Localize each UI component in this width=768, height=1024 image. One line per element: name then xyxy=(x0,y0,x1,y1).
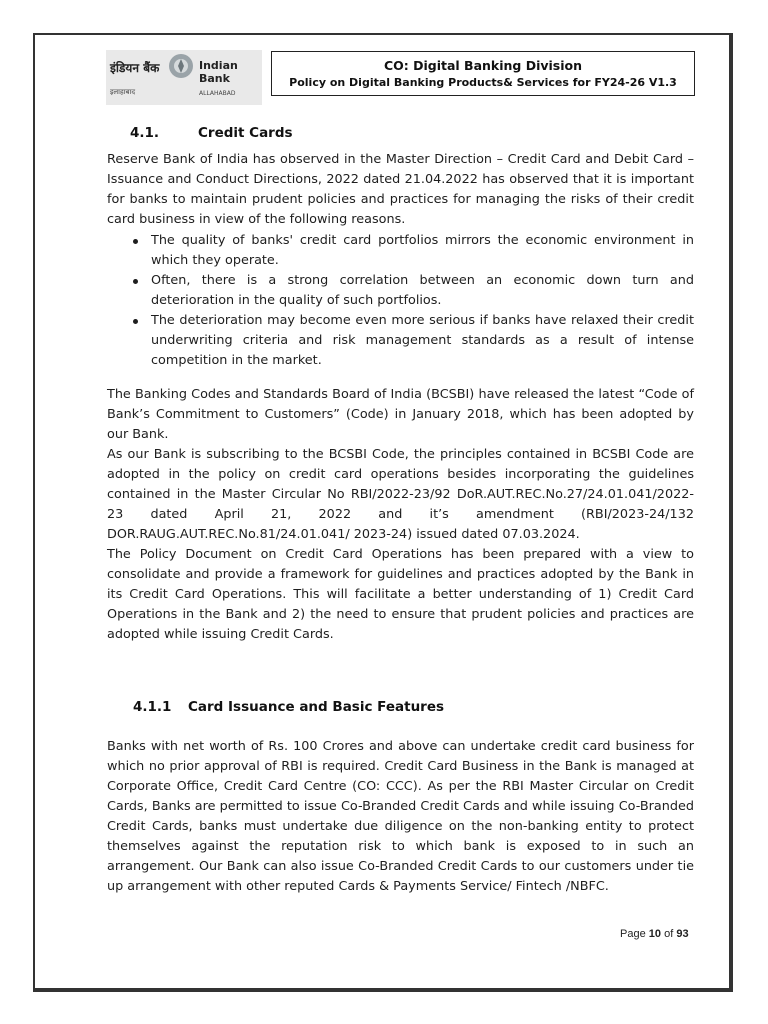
reasons-list xyxy=(131,231,694,371)
bcsbi-text: The Banking Codes and Standards Board of India (BCSBI) have released the latest “Code of Bank’s Commitment to Customers” (Code) in January 2018, which has been adopted by our Bank. xyxy=(107,387,694,442)
header-policy: Policy on Digital Banking Products& Services for FY24-26 V1.3 xyxy=(289,76,677,89)
card-issuance-paragraph xyxy=(107,737,694,897)
indian-bank-emblem-icon xyxy=(168,53,194,79)
intro-text: Reserve Bank of India has observed in the Master Direction – Credit Card and Debit Card – Issuance and Conduct Directions, 2022 dated 21.04.2022 has observed that it is important for banks to maintain prudent policies and practices for managing the risks of their credit card business in view of the following reasons. xyxy=(107,152,694,227)
document-header xyxy=(271,51,695,96)
total-pages: 93 xyxy=(676,928,689,940)
subsection-number: 4.1.1 xyxy=(133,699,172,715)
section-heading-4-1-1 xyxy=(133,699,444,715)
logo-english-name: Indian Bank xyxy=(199,59,238,85)
page-number-footer xyxy=(620,928,689,940)
logo-english-sub: ALLAHABAD xyxy=(199,90,236,97)
card-issuance-text: Banks with net worth of Rs. 100 Crores and above can undertake credit card business for which no prior approval of RBI is required. Credit Card Business in the Bank is managed at Corporate Office, Credit Card Centre (CO: CCC). As per the RBI Master Circular on Credit Cards, Banks are permitted to issue Co-Branded Credit Cards and while issuing Co-Branded Credit Cards, banks must undertake due diligence on the non-banking entity to protect themselves against the reputation risk to which bank is exposed to in such an arrangement. Our Bank can also issue Co-Branded Credit Cards to our customers under tie up arrangement with other reputed Cards & Payments Service/ Fintech /NBFC. xyxy=(107,739,694,894)
intro-paragraph xyxy=(107,150,694,230)
subscribing-text: As our Bank is subscribing to the BCSBI Code, the principles contained in BCSBI Code are adopted in the policy on credit card operations besides incorporating the guidelines contained in the Master Circular No RBI/2022-23/92 DoR.AUT.REC.No.27/24.01.041/2022-23 dated April 21, 2022 and it’s amendment (RBI/2023-24/132 DOR.RAUG.AUT.REC.No.81/24.01.041/ 2023-24) issued dated 07.03.2024. xyxy=(107,447,694,542)
logo-hindi-sub: इलाहाबाद xyxy=(110,88,136,96)
list-item: The quality of banks' credit card portfolios mirrors the economic environment in which they operate. xyxy=(131,231,694,271)
list-item: The deterioration may become even more serious if banks have relaxed their credit underwriting criteria and risk management standards as a result of intense competition in the market. xyxy=(131,311,694,371)
bank-logo xyxy=(106,50,262,105)
section-heading-4-1 xyxy=(130,125,293,141)
policy-text: The Policy Document on Credit Card Operations has been prepared with a view to consolidate and provide a framework for guidelines and practices adopted by the Bank in its Credit Card Operations. This will facilitate a better understanding of 1) Credit Card Operations in the Bank and 2) the need to ensure that prudent policies and practices are adopted while issuing Credit Cards. xyxy=(107,547,694,642)
subsection-title: Card Issuance and Basic Features xyxy=(188,699,445,715)
of-word: of xyxy=(664,928,674,940)
section-number: 4.1. xyxy=(130,125,160,141)
header-division: CO: Digital Banking Division xyxy=(383,58,583,73)
section-title: Credit Cards xyxy=(198,125,293,141)
bcsbi-paragraphs xyxy=(107,385,694,645)
page-word: Page xyxy=(620,928,646,940)
logo-hindi-name: इंडियन बैंक xyxy=(110,61,160,75)
current-page: 10 xyxy=(648,928,662,940)
list-item: Often, there is a strong correlation between an economic down turn and deterioration in the quality of such portfolios. xyxy=(131,271,694,311)
